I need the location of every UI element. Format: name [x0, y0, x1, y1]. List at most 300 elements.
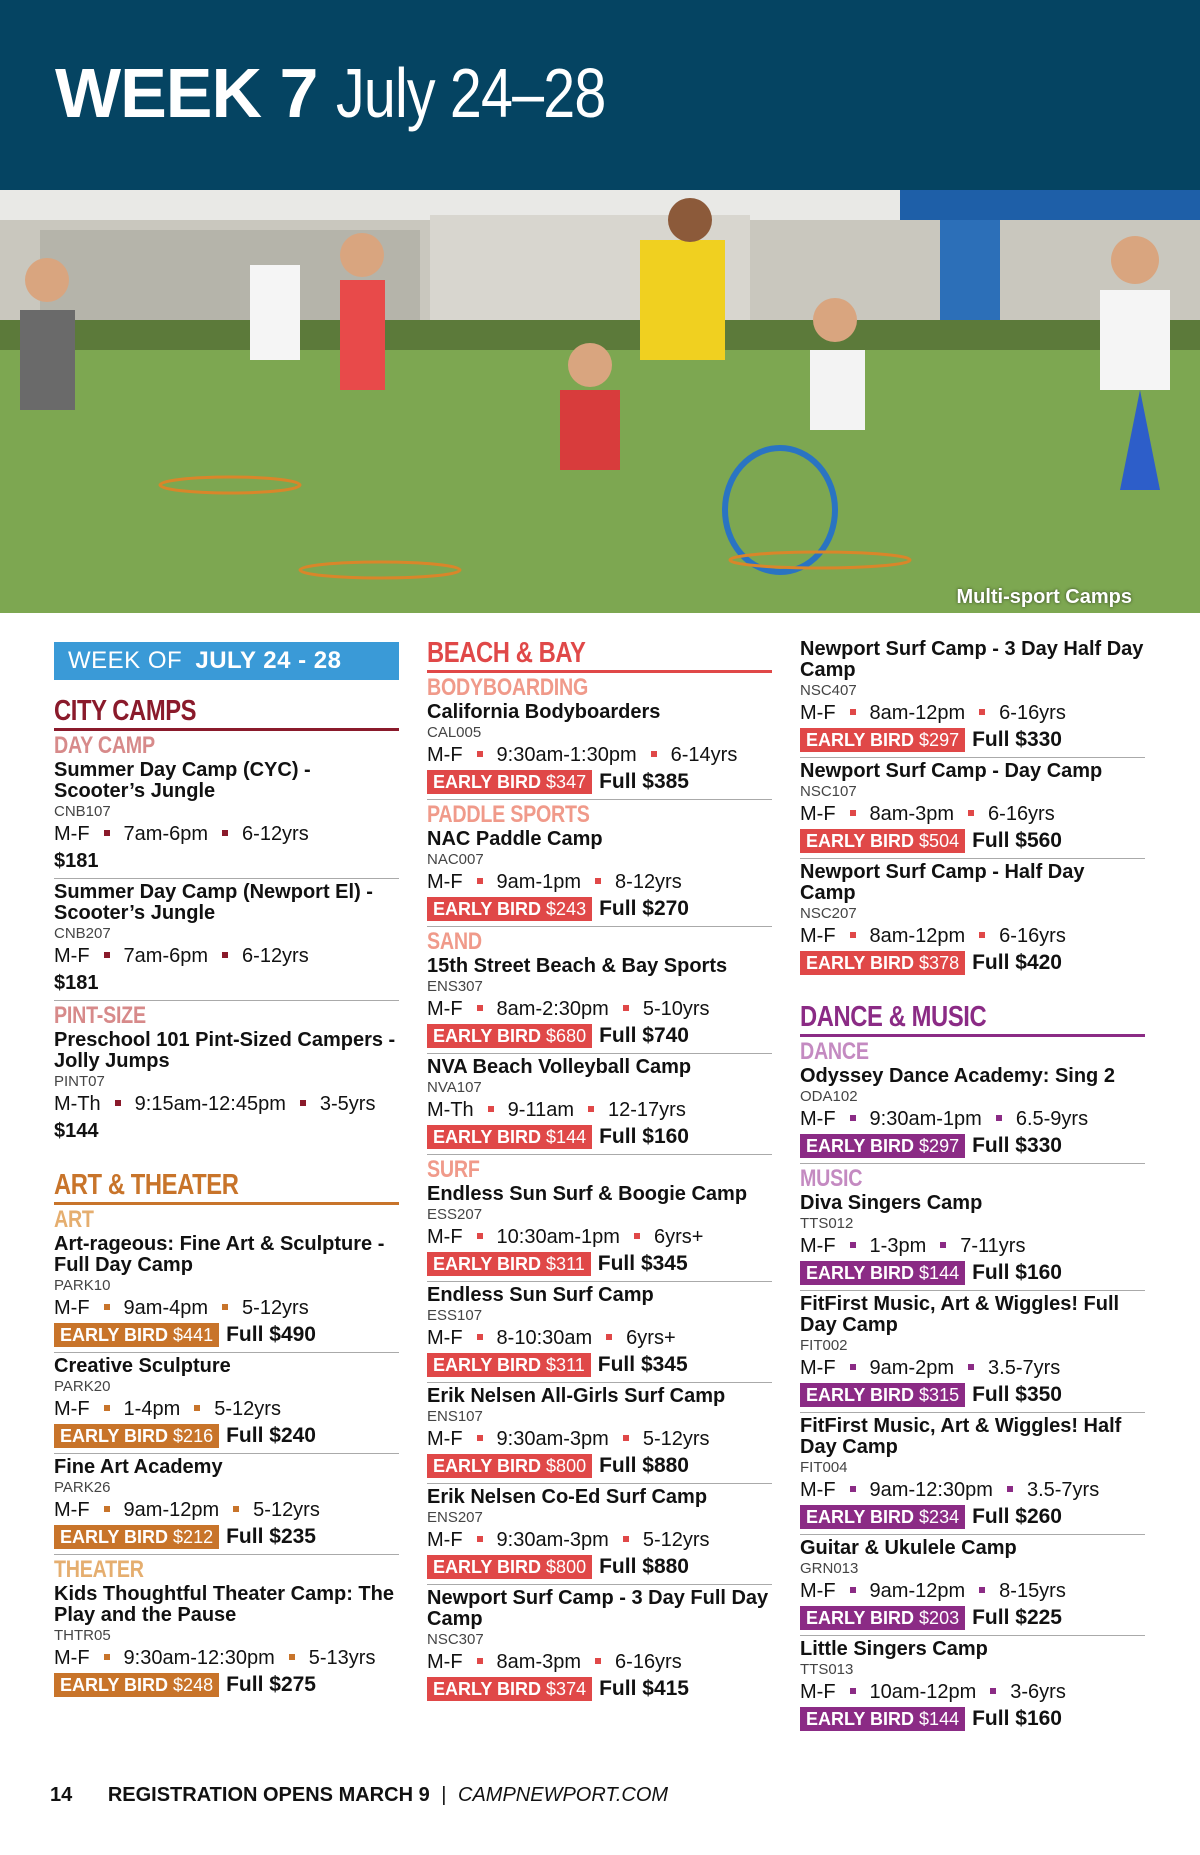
- photo-illustration: [0, 190, 1200, 613]
- camp-code: PARK26: [54, 1479, 111, 1496]
- camp-time: 10:30am-1pm: [496, 1226, 620, 1248]
- bullet-icon: [850, 1115, 856, 1121]
- camp-time: 9:30am-3pm: [496, 1529, 609, 1551]
- camp-days: M-F: [54, 823, 90, 845]
- camp-time: 8am-3pm: [496, 1651, 582, 1673]
- full-price-value: $345: [640, 1353, 688, 1376]
- full-price-value: $345: [640, 1252, 688, 1275]
- hero-photo: [0, 190, 1200, 613]
- full-label: Full: [599, 897, 637, 920]
- camp-days: M-F: [54, 1647, 90, 1669]
- full-label: Full: [972, 1505, 1010, 1528]
- camp-time: 8am-12pm: [869, 702, 966, 724]
- full-price: [972, 728, 1062, 752]
- full-price: [226, 1673, 316, 1697]
- bullet-icon: [222, 830, 228, 836]
- camp-days: M-F: [800, 1108, 836, 1130]
- full-label: Full: [226, 1323, 264, 1346]
- camp-name: FitFirst Music, Art & Wiggles! Half Day Camp: [800, 1415, 1122, 1458]
- early-bird-price: $248: [173, 1675, 214, 1695]
- early-bird-label: EARLY BIRD: [806, 831, 915, 851]
- full-label: Full: [972, 829, 1010, 852]
- price-row: [800, 1260, 1145, 1286]
- full-label: Full: [972, 728, 1010, 751]
- camp-age: 6-16yrs: [988, 803, 1055, 825]
- camp-name: NAC Paddle Camp: [427, 828, 603, 850]
- bullet-icon: [477, 751, 483, 757]
- camp-schedule: [427, 1224, 772, 1251]
- full-price-value: $260: [1015, 1505, 1062, 1528]
- camp-listing: [54, 881, 399, 1001]
- full-price: [972, 951, 1062, 975]
- camp-listing: [800, 1638, 1145, 1736]
- camp-days: M-F: [54, 1297, 90, 1319]
- early-bird-price: $378: [919, 953, 960, 973]
- full-label: Full: [599, 1125, 637, 1148]
- camp-days: M-F: [427, 1327, 463, 1349]
- early-bird-label: EARLY BIRD: [433, 1254, 542, 1274]
- bullet-icon: [850, 810, 856, 816]
- camp-days: M-F: [54, 1398, 90, 1420]
- bullet-icon: [979, 709, 985, 715]
- full-price: [599, 1555, 689, 1579]
- camp-time: 8am-2:30pm: [496, 998, 609, 1020]
- price-row: [800, 1605, 1145, 1631]
- camp-age: 5-12yrs: [642, 1428, 710, 1450]
- camp-schedule: [427, 1426, 772, 1453]
- full-label: Full: [226, 1525, 264, 1548]
- full-label: Full: [599, 770, 637, 793]
- camp-code: CNB107: [54, 803, 111, 820]
- bullet-icon: [588, 1106, 594, 1112]
- camp-listing: [800, 1415, 1145, 1535]
- full-price: [972, 829, 1062, 853]
- early-bird-badge: [800, 1505, 965, 1529]
- full-price: [972, 1134, 1062, 1158]
- price-row: [54, 1322, 399, 1348]
- camp-time: 7am-6pm: [123, 945, 209, 967]
- full-label: Full: [972, 1261, 1010, 1284]
- category-divider: [427, 670, 772, 673]
- early-bird-badge: [800, 1383, 965, 1407]
- website-link[interactable]: CAMPNEWPORT.COM: [458, 1784, 669, 1806]
- early-bird-label: EARLY BIRD: [60, 1527, 169, 1547]
- early-bird-badge: [800, 1707, 965, 1731]
- camp-days: M-F: [800, 803, 836, 825]
- early-bird-label: EARLY BIRD: [806, 1263, 915, 1283]
- early-bird-badge: [427, 1454, 592, 1478]
- bullet-icon: [104, 1506, 110, 1512]
- camp-listing: [427, 955, 772, 1054]
- camp-listing: [427, 1056, 772, 1155]
- early-bird-price: $800: [546, 1456, 587, 1476]
- camp-age: 6-16yrs: [999, 702, 1066, 724]
- full-price-value: $490: [269, 1323, 316, 1346]
- early-bird-price: $441: [173, 1325, 214, 1345]
- camp-name: 15th Street Beach & Bay Sports: [427, 955, 728, 977]
- full-label: Full: [599, 1555, 637, 1578]
- camp-age: 5-12yrs: [242, 1297, 309, 1319]
- camp-name: California Bodyboarders: [427, 701, 661, 723]
- camp-listing: [54, 1583, 399, 1702]
- camp-code: NSC407: [800, 682, 857, 699]
- subcategory-pint-size: PINT-SIZE: [54, 1002, 146, 1029]
- full-price: [599, 1024, 689, 1048]
- camp-days: M-F: [427, 871, 463, 893]
- full-label: Full: [599, 1677, 637, 1700]
- camp-time: 9:30am-12:30pm: [123, 1647, 275, 1669]
- bullet-icon: [289, 1654, 295, 1660]
- subcategory-music: MUSIC: [800, 1165, 863, 1192]
- week-of-bar: [54, 642, 399, 680]
- subcategory-sand: SAND: [427, 928, 482, 955]
- subcategory-paddle-sports: PADDLE SPORTS: [427, 801, 590, 828]
- early-bird-badge: [800, 829, 965, 853]
- full-price: [599, 1454, 689, 1478]
- camp-listing: [800, 1293, 1145, 1413]
- camp-age: 3.5-7yrs: [988, 1357, 1061, 1379]
- full-price: [599, 1125, 689, 1149]
- early-bird-badge: [427, 1677, 592, 1701]
- price-row: [54, 1672, 399, 1698]
- subcategory-dance: DANCE: [800, 1038, 869, 1065]
- bullet-icon: [1007, 1486, 1013, 1492]
- camp-name: Endless Sun Surf & Boogie Camp: [427, 1183, 748, 1205]
- early-bird-badge: [800, 1261, 965, 1285]
- bullet-icon: [477, 1536, 483, 1542]
- early-bird-badge: [54, 1525, 219, 1549]
- camp-code: FIT004: [800, 1459, 848, 1476]
- early-bird-label: EARLY BIRD: [806, 1709, 915, 1729]
- camp-age: 5-10yrs: [642, 998, 710, 1020]
- bullet-icon: [104, 1654, 110, 1660]
- full-price-value: $275: [269, 1673, 316, 1696]
- price-row: [54, 1423, 399, 1449]
- camp-age: 6-12yrs: [242, 823, 309, 845]
- camp-schedule: [54, 821, 399, 848]
- early-bird-badge: [54, 1673, 219, 1697]
- camp-name: Newport Surf Camp - Day Camp: [800, 760, 1103, 782]
- early-bird-label: EARLY BIRD: [806, 1507, 915, 1527]
- camp-schedule: [800, 801, 1145, 828]
- camp-time: 9am-12pm: [123, 1499, 220, 1521]
- early-bird-price: $504: [919, 831, 960, 851]
- camp-age: 6-16yrs: [615, 1651, 682, 1673]
- camp-name: Odyssey Dance Academy: Sing 2: [800, 1065, 1115, 1087]
- camp-code: NSC107: [800, 783, 857, 800]
- price-row: [800, 828, 1145, 854]
- camp-code: TTS012: [800, 1215, 854, 1232]
- camp-code: CAL005: [427, 724, 482, 741]
- camp-time: 9:30am-1:30pm: [496, 744, 637, 766]
- bullet-icon: [477, 878, 483, 884]
- bullet-icon: [623, 1536, 629, 1542]
- full-label: Full: [226, 1424, 264, 1447]
- camp-age: 6-12yrs: [242, 945, 309, 967]
- column-3: [800, 638, 1145, 1736]
- camp-listing: [800, 1065, 1145, 1164]
- camp-schedule: [54, 1295, 399, 1322]
- camp-days: M-F: [800, 1681, 836, 1703]
- camp-code: ENS207: [427, 1509, 483, 1526]
- full-price: [226, 1323, 316, 1347]
- bullet-icon: [104, 1405, 110, 1411]
- camp-code: ESS107: [427, 1307, 483, 1324]
- camp-days: M-F: [54, 1499, 90, 1521]
- camp-days: M-F: [427, 1226, 463, 1248]
- column-1: [54, 638, 399, 1702]
- camp-age: 6.5-9yrs: [1015, 1108, 1089, 1130]
- bullet-icon: [623, 1005, 629, 1011]
- full-price-value: $385: [642, 770, 689, 793]
- early-bird-badge: [427, 897, 592, 921]
- early-bird-label: EARLY BIRD: [60, 1426, 169, 1446]
- camp-days: M-F: [800, 1357, 836, 1379]
- page-header: [0, 0, 1200, 190]
- week-of-label: WEEK OF: [68, 647, 183, 674]
- price-row: [800, 727, 1145, 753]
- camp-time: 8-10:30am: [496, 1327, 593, 1349]
- camp-listing: [800, 861, 1145, 980]
- camp-listing: [427, 1183, 772, 1282]
- camp-code: FIT002: [800, 1337, 848, 1354]
- early-bird-price: $212: [173, 1527, 214, 1547]
- price-row: [427, 1676, 772, 1702]
- camp-days: M-F: [427, 1428, 463, 1450]
- price-row: [427, 896, 772, 922]
- full-label: Full: [972, 1606, 1010, 1629]
- price-row: [427, 1124, 772, 1150]
- camp-name: Summer Day Camp (Newport El) - Scooter’s Jungle: [54, 881, 373, 924]
- camp-name: Newport Surf Camp - Half Day Camp: [800, 861, 1085, 904]
- price-row: [427, 1251, 772, 1277]
- camp-schedule: [427, 1325, 772, 1352]
- full-label: Full: [972, 1134, 1010, 1157]
- bullet-icon: [222, 952, 228, 958]
- bullet-icon: [850, 1587, 856, 1593]
- early-bird-price: $297: [919, 730, 960, 750]
- camp-days: M-F: [54, 945, 90, 967]
- camp-age: 6-16yrs: [999, 925, 1066, 947]
- full-price-value: $160: [1015, 1261, 1062, 1284]
- camp-listing: [800, 638, 1145, 758]
- camp-listing: [800, 760, 1145, 859]
- early-bird-badge: [54, 1323, 219, 1347]
- camp-price: $144: [54, 1120, 99, 1142]
- full-label: Full: [972, 1707, 1010, 1730]
- price-row: [54, 1524, 399, 1550]
- camp-code: NSC207: [800, 905, 857, 922]
- camp-age: 7-11yrs: [960, 1235, 1026, 1257]
- bullet-icon: [850, 1364, 856, 1370]
- column-2: [427, 638, 772, 1706]
- camp-schedule: [800, 1233, 1145, 1260]
- full-label: Full: [599, 1024, 637, 1047]
- early-bird-label: EARLY BIRD: [806, 730, 915, 750]
- bullet-icon: [104, 1304, 110, 1310]
- full-price-value: $560: [1015, 829, 1062, 852]
- bullet-icon: [194, 1405, 200, 1411]
- full-price-value: $330: [1015, 1134, 1062, 1157]
- camp-name: Guitar & Ukulele Camp: [800, 1537, 1017, 1559]
- full-price: [972, 1707, 1062, 1731]
- full-price: [226, 1424, 316, 1448]
- camp-time: 9:30am-1pm: [869, 1108, 982, 1130]
- camp-time: 9:15am-12:45pm: [134, 1093, 286, 1115]
- early-bird-label: EARLY BIRD: [60, 1675, 169, 1695]
- camp-schedule: [54, 943, 399, 970]
- camp-name: Newport Surf Camp - 3 Day Half Day Camp: [800, 638, 1144, 681]
- camp-listing: [427, 1486, 772, 1585]
- full-price-value: $415: [642, 1677, 689, 1700]
- full-price-value: $270: [642, 897, 689, 920]
- early-bird-price: $680: [546, 1026, 587, 1046]
- price-row: [800, 1504, 1145, 1530]
- camp-schedule: [427, 996, 772, 1023]
- bullet-icon: [940, 1242, 946, 1248]
- camp-days: M-F: [427, 1529, 463, 1551]
- camp-code: TTS013: [800, 1661, 854, 1678]
- camp-code: ODA102: [800, 1088, 858, 1105]
- camp-schedule: [54, 1645, 399, 1672]
- early-bird-badge: [427, 770, 592, 794]
- camp-time: 10am-12pm: [869, 1681, 977, 1703]
- full-label: Full: [599, 1454, 637, 1477]
- camp-days: M-F: [800, 1479, 836, 1501]
- full-price-value: $740: [642, 1024, 689, 1047]
- full-price: [599, 770, 689, 794]
- full-price: [972, 1606, 1062, 1630]
- camp-listing: [54, 1233, 399, 1353]
- full-price: [226, 1525, 316, 1549]
- bullet-icon: [850, 709, 856, 715]
- camp-age: 8-15yrs: [999, 1580, 1066, 1602]
- early-bird-label: EARLY BIRD: [433, 1557, 542, 1577]
- price-row: [427, 1023, 772, 1049]
- page-footer: [50, 1784, 668, 1807]
- early-bird-price: $347: [546, 772, 587, 792]
- price-row: [800, 950, 1145, 976]
- bullet-icon: [651, 751, 657, 757]
- full-price-value: $330: [1015, 728, 1062, 751]
- bullet-icon: [477, 1005, 483, 1011]
- camp-age: 5-12yrs: [642, 1529, 710, 1551]
- early-bird-price: $311: [546, 1355, 585, 1375]
- early-bird-label: EARLY BIRD: [60, 1325, 169, 1345]
- camp-name: FitFirst Music, Art & Wiggles! Full Day Camp: [800, 1293, 1120, 1336]
- bullet-icon: [979, 932, 985, 938]
- camp-name: Diva Singers Camp: [800, 1192, 983, 1214]
- week-dates: July 24–28: [335, 54, 606, 132]
- bullet-icon: [477, 1435, 483, 1441]
- full-label: Full: [972, 951, 1010, 974]
- early-bird-price: $243: [546, 899, 587, 919]
- camp-schedule: [427, 1527, 772, 1554]
- early-bird-badge: [800, 1606, 965, 1630]
- category-dance-music: DANCE & MUSIC: [800, 1001, 987, 1033]
- early-bird-badge: [427, 1353, 591, 1377]
- camp-schedule: [427, 1097, 772, 1124]
- early-bird-price: $234: [919, 1507, 960, 1527]
- camp-schedule: [800, 1106, 1145, 1133]
- camp-age: 6yrs+: [653, 1226, 704, 1248]
- full-price-value: $880: [642, 1555, 689, 1578]
- full-price: [599, 897, 689, 921]
- camp-days: M-F: [427, 998, 463, 1020]
- full-label: Full: [972, 1383, 1010, 1406]
- full-price-value: $350: [1015, 1383, 1062, 1406]
- camp-age: 3-6yrs: [1010, 1681, 1066, 1703]
- camp-code: PINT07: [54, 1073, 105, 1090]
- price-row: [800, 1382, 1145, 1408]
- camp-age: 12-17yrs: [608, 1099, 686, 1121]
- registration-notice: REGISTRATION OPENS MARCH 9: [107, 1784, 430, 1806]
- camp-schedule: [54, 1396, 399, 1423]
- bullet-icon: [606, 1334, 612, 1340]
- full-price-value: $160: [642, 1125, 689, 1148]
- bullet-icon: [623, 1435, 629, 1441]
- bullet-icon: [300, 1100, 306, 1106]
- category-divider: [800, 1034, 1145, 1037]
- price-row: [427, 1352, 772, 1378]
- camp-name: Erik Nelsen Co-Ed Surf Camp: [427, 1486, 708, 1508]
- camp-price: $181: [54, 850, 99, 872]
- early-bird-price: $144: [919, 1709, 960, 1729]
- full-price: [972, 1383, 1062, 1407]
- full-price-value: $240: [269, 1424, 316, 1447]
- camp-code: ENS107: [427, 1408, 483, 1425]
- category-art-theater: ART & THEATER: [54, 1169, 239, 1201]
- early-bird-label: EARLY BIRD: [806, 1136, 915, 1156]
- early-bird-price: $374: [546, 1679, 587, 1699]
- camp-name: Fine Art Academy: [54, 1456, 223, 1478]
- camp-schedule: [800, 923, 1145, 950]
- camp-listing: [427, 1385, 772, 1484]
- full-price: [598, 1353, 688, 1377]
- full-price: [598, 1252, 688, 1276]
- early-bird-label: EARLY BIRD: [433, 899, 542, 919]
- camp-schedule: [54, 1497, 399, 1524]
- full-label: Full: [597, 1353, 636, 1376]
- price-row: [800, 1706, 1145, 1732]
- bullet-icon: [488, 1106, 494, 1112]
- full-price: [972, 1261, 1062, 1285]
- camp-name: NVA Beach Volleyball Camp: [427, 1056, 692, 1078]
- bullet-icon: [477, 1233, 483, 1239]
- week-number: WEEK 7: [55, 54, 318, 132]
- category-city-camps: CITY CAMPS: [54, 695, 197, 727]
- full-label: Full: [597, 1252, 636, 1275]
- camp-days: M-F: [800, 925, 836, 947]
- camp-time: 9am-4pm: [123, 1297, 209, 1319]
- camp-code: NSC307: [427, 1631, 484, 1648]
- early-bird-badge: [800, 728, 965, 752]
- camp-code: NAC007: [427, 851, 484, 868]
- camp-time: 7am-6pm: [123, 823, 209, 845]
- bullet-icon: [595, 878, 601, 884]
- bullet-icon: [477, 1334, 483, 1340]
- subcategory-day-camp: DAY CAMP: [54, 732, 155, 759]
- camp-name: Creative Sculpture: [54, 1355, 231, 1377]
- camp-schedule: [800, 1679, 1145, 1706]
- camp-schedule: [800, 1477, 1145, 1504]
- bullet-icon: [990, 1688, 996, 1694]
- early-bird-label: EARLY BIRD: [433, 1355, 542, 1375]
- early-bird-label: EARLY BIRD: [433, 772, 542, 792]
- price-row: [427, 769, 772, 795]
- camp-price: $181: [54, 972, 99, 994]
- early-bird-price: $144: [919, 1263, 960, 1283]
